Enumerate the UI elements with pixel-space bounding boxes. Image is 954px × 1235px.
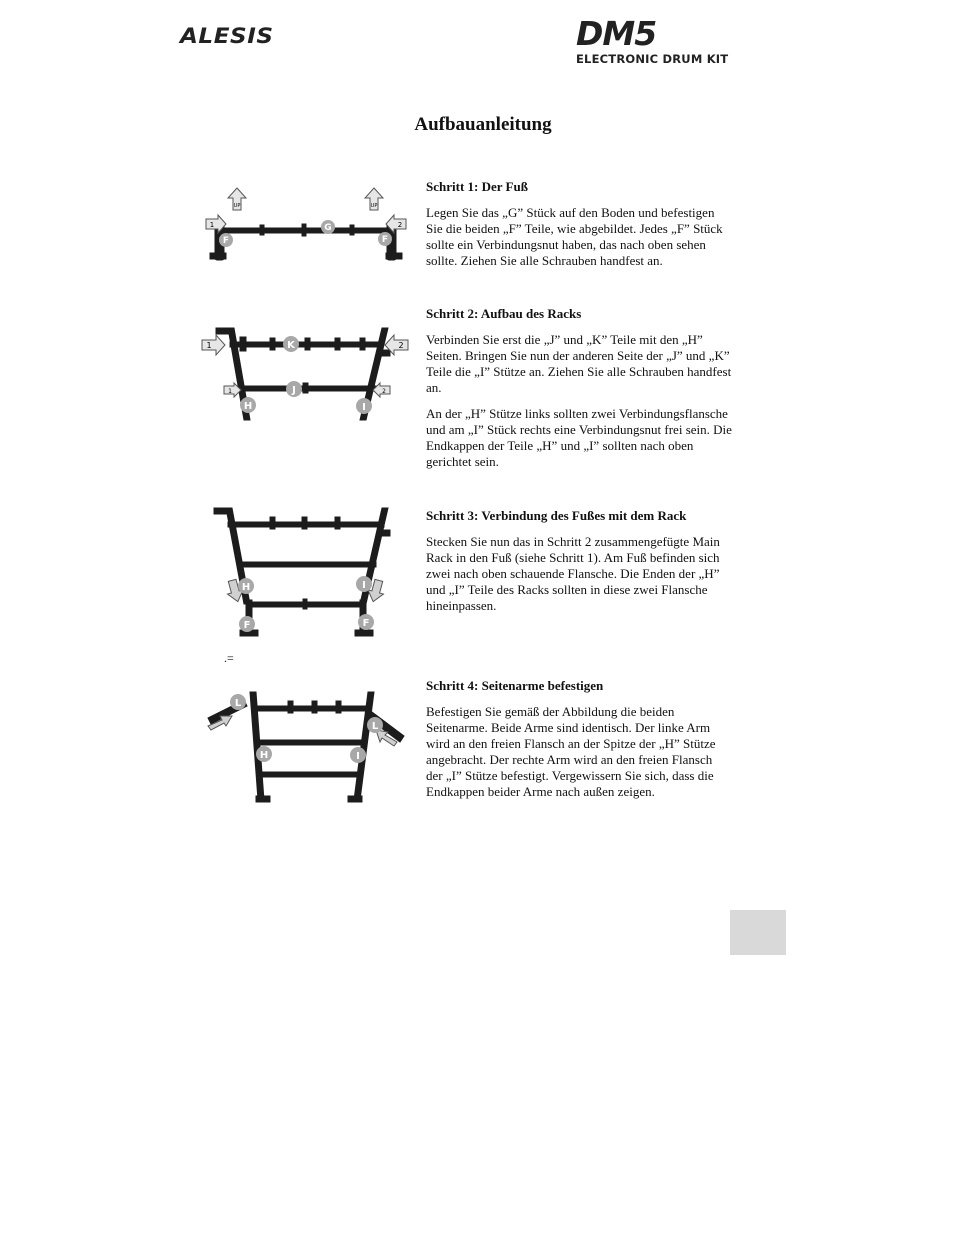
step-title: Schritt 2: Aufbau des Racks — [426, 306, 582, 321]
step-3 — [426, 508, 732, 624]
step-2-illustration — [200, 322, 410, 422]
dm5-logo-subtitle: ELECTRONIC DRUM KIT — [576, 52, 729, 66]
svg-text:F: F — [381, 235, 389, 245]
svg-text:I: I — [356, 751, 360, 762]
step-paragraph: An der „H” Stütze links sollten zwei Verbindungsflansche und am „I” Stück rechts eine Verbindungsnut frei sein. Die Endkappen der Teile „H” und „I” sollten nach oben gerichtet sein. — [426, 406, 732, 469]
step-paragraph: Legen Sie das „G” Stück auf den Boden und befestigen Sie die beiden „F” Teile, wie abgebildet. Jedes „F” Stück sollte ein Verbindungsnut haben, das nach oben sehen sollte. Ziehen Sie alle Schrauben handfest an. — [426, 205, 723, 268]
step-4 — [426, 678, 732, 810]
svg-text:L: L — [371, 721, 379, 732]
step-title: Schritt 1: Der Fuß — [426, 179, 528, 194]
step-1 — [426, 179, 732, 279]
svg-text:2: 2 — [382, 388, 386, 395]
step-paragraph: Stecken Sie nun das in Schritt 2 zusammengefügte Main Rack in den Fuß (siehe Schritt 1). Am Fuß befinden sich zwei nach oben schauende Flansche. Die Enden der „H” und „I” Teile des Racks sollten in diese zwei Flansche hineinpassen. — [426, 534, 720, 613]
svg-text:H: H — [259, 750, 269, 761]
svg-text:1: 1 — [228, 388, 232, 395]
right-arrow-icon — [202, 335, 225, 355]
page-tab — [730, 910, 786, 955]
stray-mark: .= — [224, 651, 234, 665]
svg-text:1: 1 — [209, 221, 215, 229]
svg-text:1: 1 — [206, 341, 212, 350]
step-title: Schritt 3: Verbindung des Fußes mit dem Rack — [426, 508, 687, 523]
svg-text:F: F — [222, 236, 230, 246]
up-arrow-icon — [228, 188, 246, 210]
svg-text:F: F — [243, 620, 251, 631]
svg-text:I: I — [362, 580, 366, 591]
step-3-illustration — [200, 504, 410, 648]
svg-text:F: F — [362, 618, 370, 629]
svg-text:UP: UP — [370, 203, 378, 209]
svg-text:2: 2 — [398, 341, 404, 350]
left-arrow-icon — [373, 383, 390, 397]
alesis-logo: ALESIS — [180, 24, 274, 48]
page-title: Aufbauanleitung — [414, 114, 552, 135]
svg-text:K: K — [287, 340, 295, 351]
step-paragraph: Befestigen Sie gemäß der Abbildung die beiden Seitenarme. Beide Arme sind identisch. Der linke Arm wird an den freien Flansch an der Spitze der „H” Stütze angebracht. Der rechte Arm wird an den freien Flansch der „I” Stütze befestigt. Vergewissern Sie sich, dass die Endkappen beider Arme nach außen zeigen. — [426, 704, 716, 799]
svg-text:UP: UP — [233, 203, 241, 209]
step-4-illustration — [200, 682, 410, 808]
svg-text:G: G — [324, 223, 332, 233]
dm5-logo-mark: DM5 — [576, 14, 657, 53]
step-1-illustration — [200, 186, 410, 268]
up-arrow-icon — [365, 188, 383, 210]
svg-text:I: I — [362, 402, 366, 413]
svg-text:2: 2 — [397, 221, 403, 229]
svg-text:J: J — [292, 385, 296, 396]
step-paragraph: Verbinden Sie erst die „J” und „K” Teile mit den „H” Seiten. Bringen Sie nun der anderen Seite der „J” und „K” Teile die „I” Stütze an. Ziehen Sie alle Schrauben handfest an. — [426, 332, 732, 395]
svg-text:H: H — [243, 401, 253, 412]
step-2 — [426, 306, 732, 480]
svg-text:H: H — [241, 582, 251, 593]
step-title: Schritt 4: Seitenarme befestigen — [426, 678, 604, 693]
dm5-logo — [576, 14, 758, 66]
svg-text:L: L — [234, 698, 242, 709]
